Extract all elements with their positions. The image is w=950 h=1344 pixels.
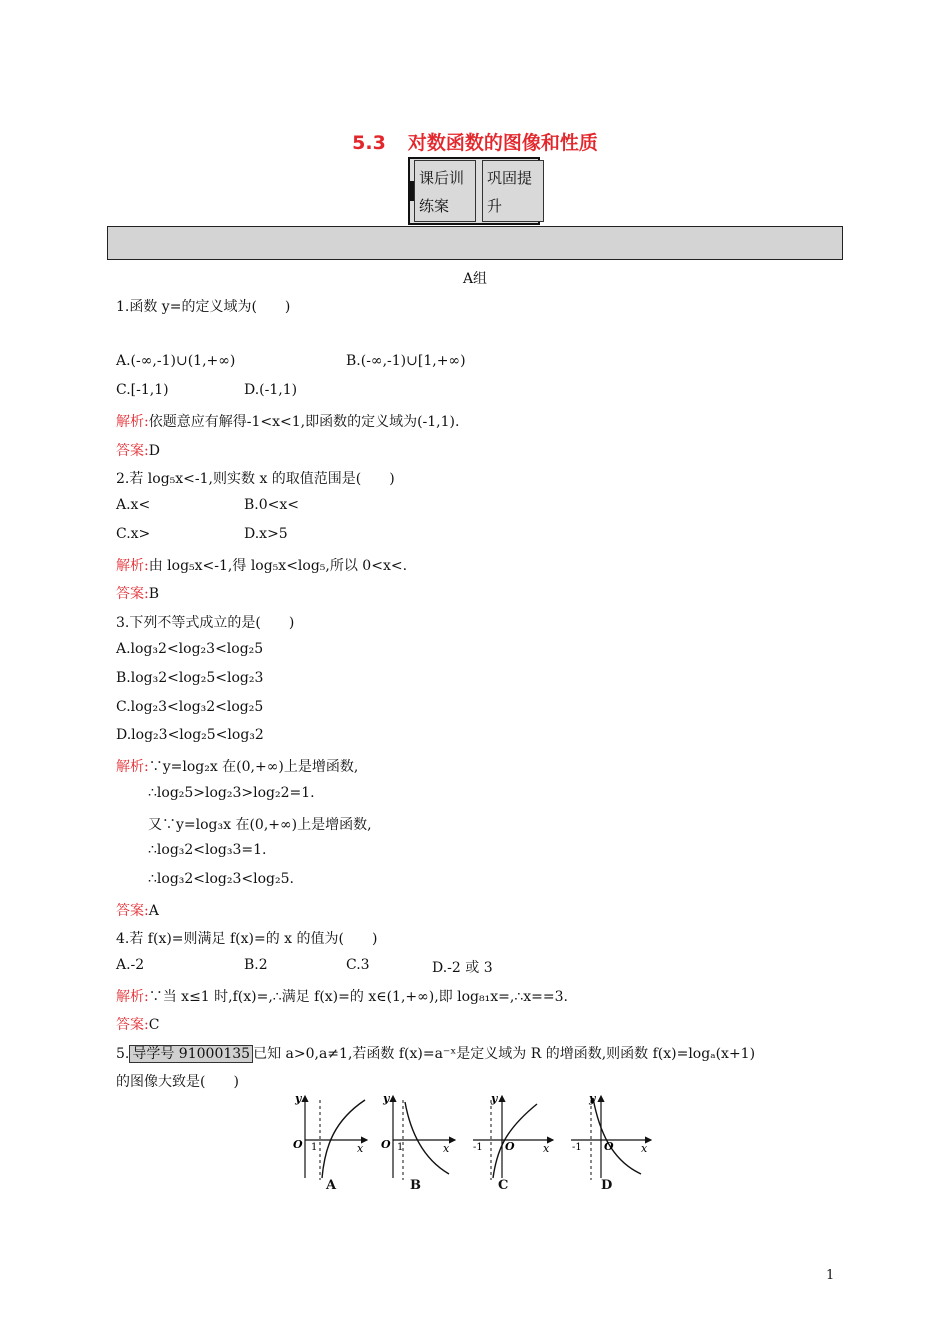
graph-d-label: D	[601, 1178, 613, 1193]
graph-b-curve	[405, 1102, 449, 1174]
group-heading: A组	[462, 271, 488, 287]
graph-c-label: C	[498, 1178, 509, 1193]
q5-stem-text: 已知 a>0,a≠1,若函数 f(x)=a⁻ˣ是定义域为 R 的增函数,则函数 f(x)=logₐ(x+1)	[253, 1046, 756, 1062]
answer-label: 答案:	[116, 1017, 149, 1033]
q3-option-d: D.log₂3<log₂5<log₃2	[116, 727, 264, 743]
answer-label: 答案:	[116, 903, 149, 919]
q3-option-b: B.log₃2<log₂5<log₂3	[116, 670, 264, 686]
graph-c	[473, 1092, 553, 1180]
answer-label: 答案:	[116, 443, 149, 459]
q1-answer	[116, 440, 160, 460]
q1-option-c: C.[-1,1)	[116, 382, 169, 398]
graph-b-y-label: y	[383, 1092, 390, 1105]
q3-stem: 3.下列不等式成立的是( )	[116, 615, 295, 631]
analysis-line-1: ∵y=log₂x 在(0,+∞)上是增函数,	[148, 759, 359, 775]
graph-d-tick: -1	[572, 1142, 582, 1153]
graph-d-origin: O	[604, 1140, 614, 1153]
q4-option-b: B.2	[244, 957, 268, 973]
q2-option-a: A.x<	[116, 497, 151, 513]
q4-option-c: C.3	[346, 957, 370, 973]
graph-b-label: B	[410, 1178, 421, 1193]
graph-a-tick: 1	[311, 1142, 318, 1153]
tab-after-class[interactable]: 课后训练案	[414, 160, 476, 222]
q3-analysis-line-4: ∴log₃2<log₃3=1.	[148, 842, 267, 858]
graph-b-origin: O	[381, 1138, 391, 1151]
q2-answer	[116, 583, 159, 603]
graph-a-y-label: y	[295, 1092, 302, 1105]
graph-c-origin: O	[505, 1140, 515, 1153]
graph-a	[293, 1092, 367, 1180]
q3-analysis-line-5: ∴log₃2<log₂3<log₂5.	[148, 871, 294, 887]
section-title: 对数函数的图像和性质	[407, 132, 598, 154]
q3-option-c: C.log₂3<log₃2<log₂5	[116, 699, 264, 715]
q2-option-c: C.x>	[116, 526, 151, 542]
page-title	[0, 128, 950, 155]
graph-d-curve	[593, 1098, 641, 1174]
q2-option-d: D.x>5	[244, 526, 288, 542]
q4-analysis	[116, 986, 568, 1006]
tab-group	[408, 157, 540, 225]
graph-a-curve	[322, 1100, 365, 1178]
answer-text: A	[148, 903, 159, 919]
q4-answer	[116, 1014, 159, 1034]
header-band	[107, 226, 843, 260]
q4-option-d: D.-2 或 3	[432, 960, 493, 976]
q1-option-a: A.(-∞,-1)∪(1,+∞)	[116, 353, 236, 369]
q5-number: 5.	[116, 1046, 130, 1062]
guide-number-box[interactable]: 导学号 91000135	[129, 1045, 253, 1063]
q5-stem	[116, 1043, 755, 1063]
analysis-label: 解析:	[116, 759, 149, 775]
q5-stem-line-2: 的图像大致是( )	[116, 1074, 239, 1090]
analysis-label: 解析:	[116, 414, 149, 430]
q1-stem: 1.函数 y=的定义域为( )	[116, 299, 291, 315]
answer-label: 答案:	[116, 586, 149, 602]
graph-d	[571, 1092, 651, 1180]
q3-option-a: A.log₃2<log₂3<log₂5	[116, 641, 264, 657]
analysis-label: 解析:	[116, 989, 149, 1005]
analysis-text: 依题意应有解得-1<x<1,即函数的定义域为(-1,1).	[148, 414, 460, 430]
q4-option-a: A.-2	[116, 957, 145, 973]
q2-stem: 2.若 log₅x<-1,则实数 x 的取值范围是( )	[116, 471, 395, 487]
graph-a-x-label: x	[357, 1142, 364, 1155]
q1-option-b: B.(-∞,-1)∪[1,+∞)	[346, 353, 466, 369]
graph-c-curve	[493, 1104, 537, 1178]
q4-stem: 4.若 f(x)=则满足 f(x)=的 x 的值为( )	[116, 931, 378, 947]
graph-d-y-label: y	[589, 1092, 596, 1105]
answer-text: B	[148, 586, 160, 602]
q3-analysis	[116, 756, 358, 776]
q2-option-b: B.0<x<	[244, 497, 300, 513]
graph-c-x-label: x	[543, 1142, 550, 1155]
answer-text: D	[148, 443, 160, 459]
graph-c-y-label: y	[491, 1092, 498, 1105]
analysis-text: ∵当 x≤1 时,f(x)=,∴满足 f(x)=的 x∈(1,+∞),即 log₈₁x=,∴x==3.	[148, 989, 568, 1005]
page-number: 1	[826, 1268, 835, 1283]
graph-b-x-label: x	[443, 1142, 450, 1155]
tab-consolidate[interactable]: 巩固提升	[482, 160, 544, 222]
graph-b-tick: 1	[397, 1142, 404, 1153]
q3-answer	[116, 900, 159, 920]
answer-text: C	[148, 1017, 160, 1033]
analysis-text: 由 log₅x<-1,得 log₅x<log₅,所以 0<x<.	[148, 558, 408, 574]
analysis-label: 解析:	[116, 558, 149, 574]
q2-analysis	[116, 555, 407, 575]
q3-analysis-line-3: 又∵y=log₃x 在(0,+∞)上是增函数,	[148, 817, 372, 833]
q3-analysis-line-2: ∴log₂5>log₂3>log₂2=1.	[148, 785, 315, 801]
graph-a-label: A	[326, 1178, 337, 1193]
q1-option-d: D.(-1,1)	[244, 382, 298, 398]
graph-d-x-label: x	[641, 1142, 648, 1155]
graph-b	[381, 1092, 455, 1180]
section-number: 5.3	[352, 132, 386, 154]
graph-a-origin: O	[293, 1138, 303, 1151]
q1-analysis	[116, 411, 459, 431]
graph-c-tick: -1	[473, 1142, 483, 1153]
